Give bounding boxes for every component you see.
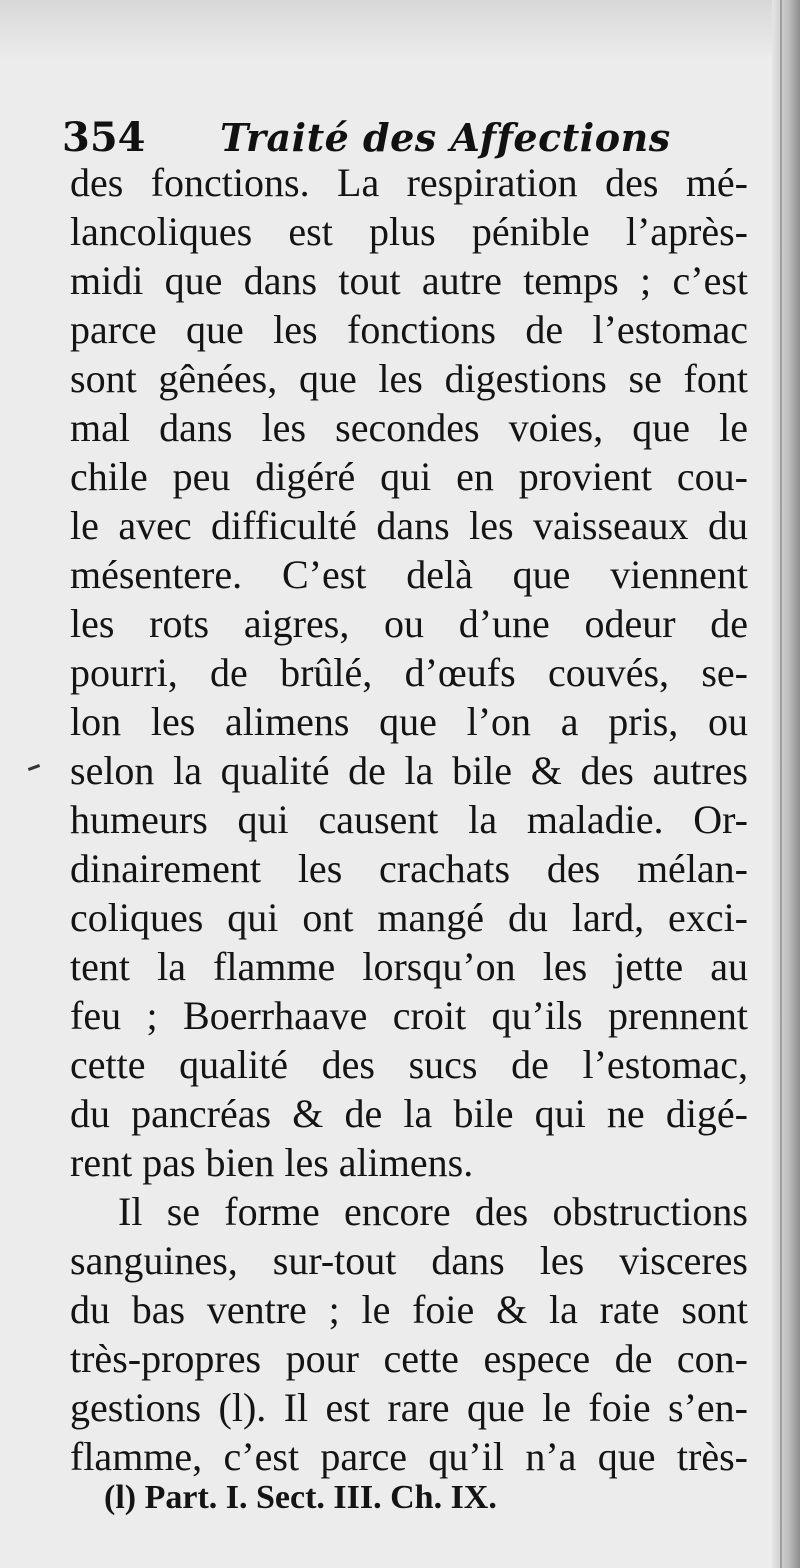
text-line: tent la flamme lorsqu’on les jette au bbox=[70, 944, 748, 989]
text-line: parce que les fonctions de l’estomac bbox=[70, 307, 748, 352]
text-line: mésentere. C’est delà que viennent bbox=[70, 552, 748, 597]
page-edge bbox=[780, 0, 782, 1568]
text-line: lon les alimens que l’on a pris, ou bbox=[70, 699, 748, 744]
text-line: le avec difficulté dans les vaisseaux du bbox=[70, 503, 748, 548]
text-line: midi que dans tout autre temps ; c’est bbox=[70, 258, 748, 303]
text-line: lancoliques est plus pénible l’après- bbox=[70, 209, 748, 254]
text-line: dinairement les crachats des mélan- bbox=[70, 846, 748, 891]
footnote: (l) Part. I. Sect. III. Ch. IX. bbox=[104, 1479, 497, 1516]
text-line: des fonctions. La respiration des mé- bbox=[70, 160, 748, 205]
text-line: flamme, c’est parce qu’il n’a que très- bbox=[70, 1434, 748, 1479]
page-gutter-shadow bbox=[772, 0, 800, 1568]
text-line: pourri, de brûlé, d’œufs couvés, se- bbox=[70, 650, 748, 695]
text-line: du pancréas & de la bile qui ne digé- bbox=[70, 1091, 748, 1136]
text-line: gestions (l). Il est rare que le foie s’en- bbox=[70, 1385, 748, 1430]
text-line: sanguines, sur-tout dans les visceres bbox=[70, 1238, 748, 1283]
text-line: du bas ventre ; le foie & la rate sont bbox=[70, 1287, 748, 1332]
paragraph-end-line: rent pas bien les alimens. bbox=[70, 1140, 474, 1185]
text-line: humeurs qui causent la maladie. Or- bbox=[70, 797, 748, 842]
page-top-shading bbox=[0, 0, 800, 60]
margin-mark bbox=[28, 764, 40, 771]
text-line: sont gênées, que les digestions se font bbox=[70, 356, 748, 401]
text-line: très-propres pour cette espece de con- bbox=[70, 1336, 748, 1381]
text-line: mal dans les secondes voies, que le bbox=[70, 405, 748, 450]
text-line: coliques qui ont mangé du lard, exci- bbox=[70, 895, 748, 940]
text-line: chile peu digéré qui en provient cou- bbox=[70, 454, 748, 499]
paragraph-start-line: Il se forme encore des obstructions bbox=[118, 1189, 748, 1234]
text-line: selon la qualité de la bile & des autres bbox=[70, 748, 748, 793]
text-line: les rots aigres, ou d’une odeur de bbox=[70, 601, 748, 646]
page-number: 354 bbox=[62, 114, 146, 161]
text-line: cette qualité des sucs de l’estomac, bbox=[70, 1042, 748, 1087]
text-line: feu ; Boerrhaave croit qu’ils prennent bbox=[70, 993, 748, 1038]
body-text bbox=[70, 158, 748, 1481]
running-title: Traité des Affections bbox=[220, 115, 671, 160]
